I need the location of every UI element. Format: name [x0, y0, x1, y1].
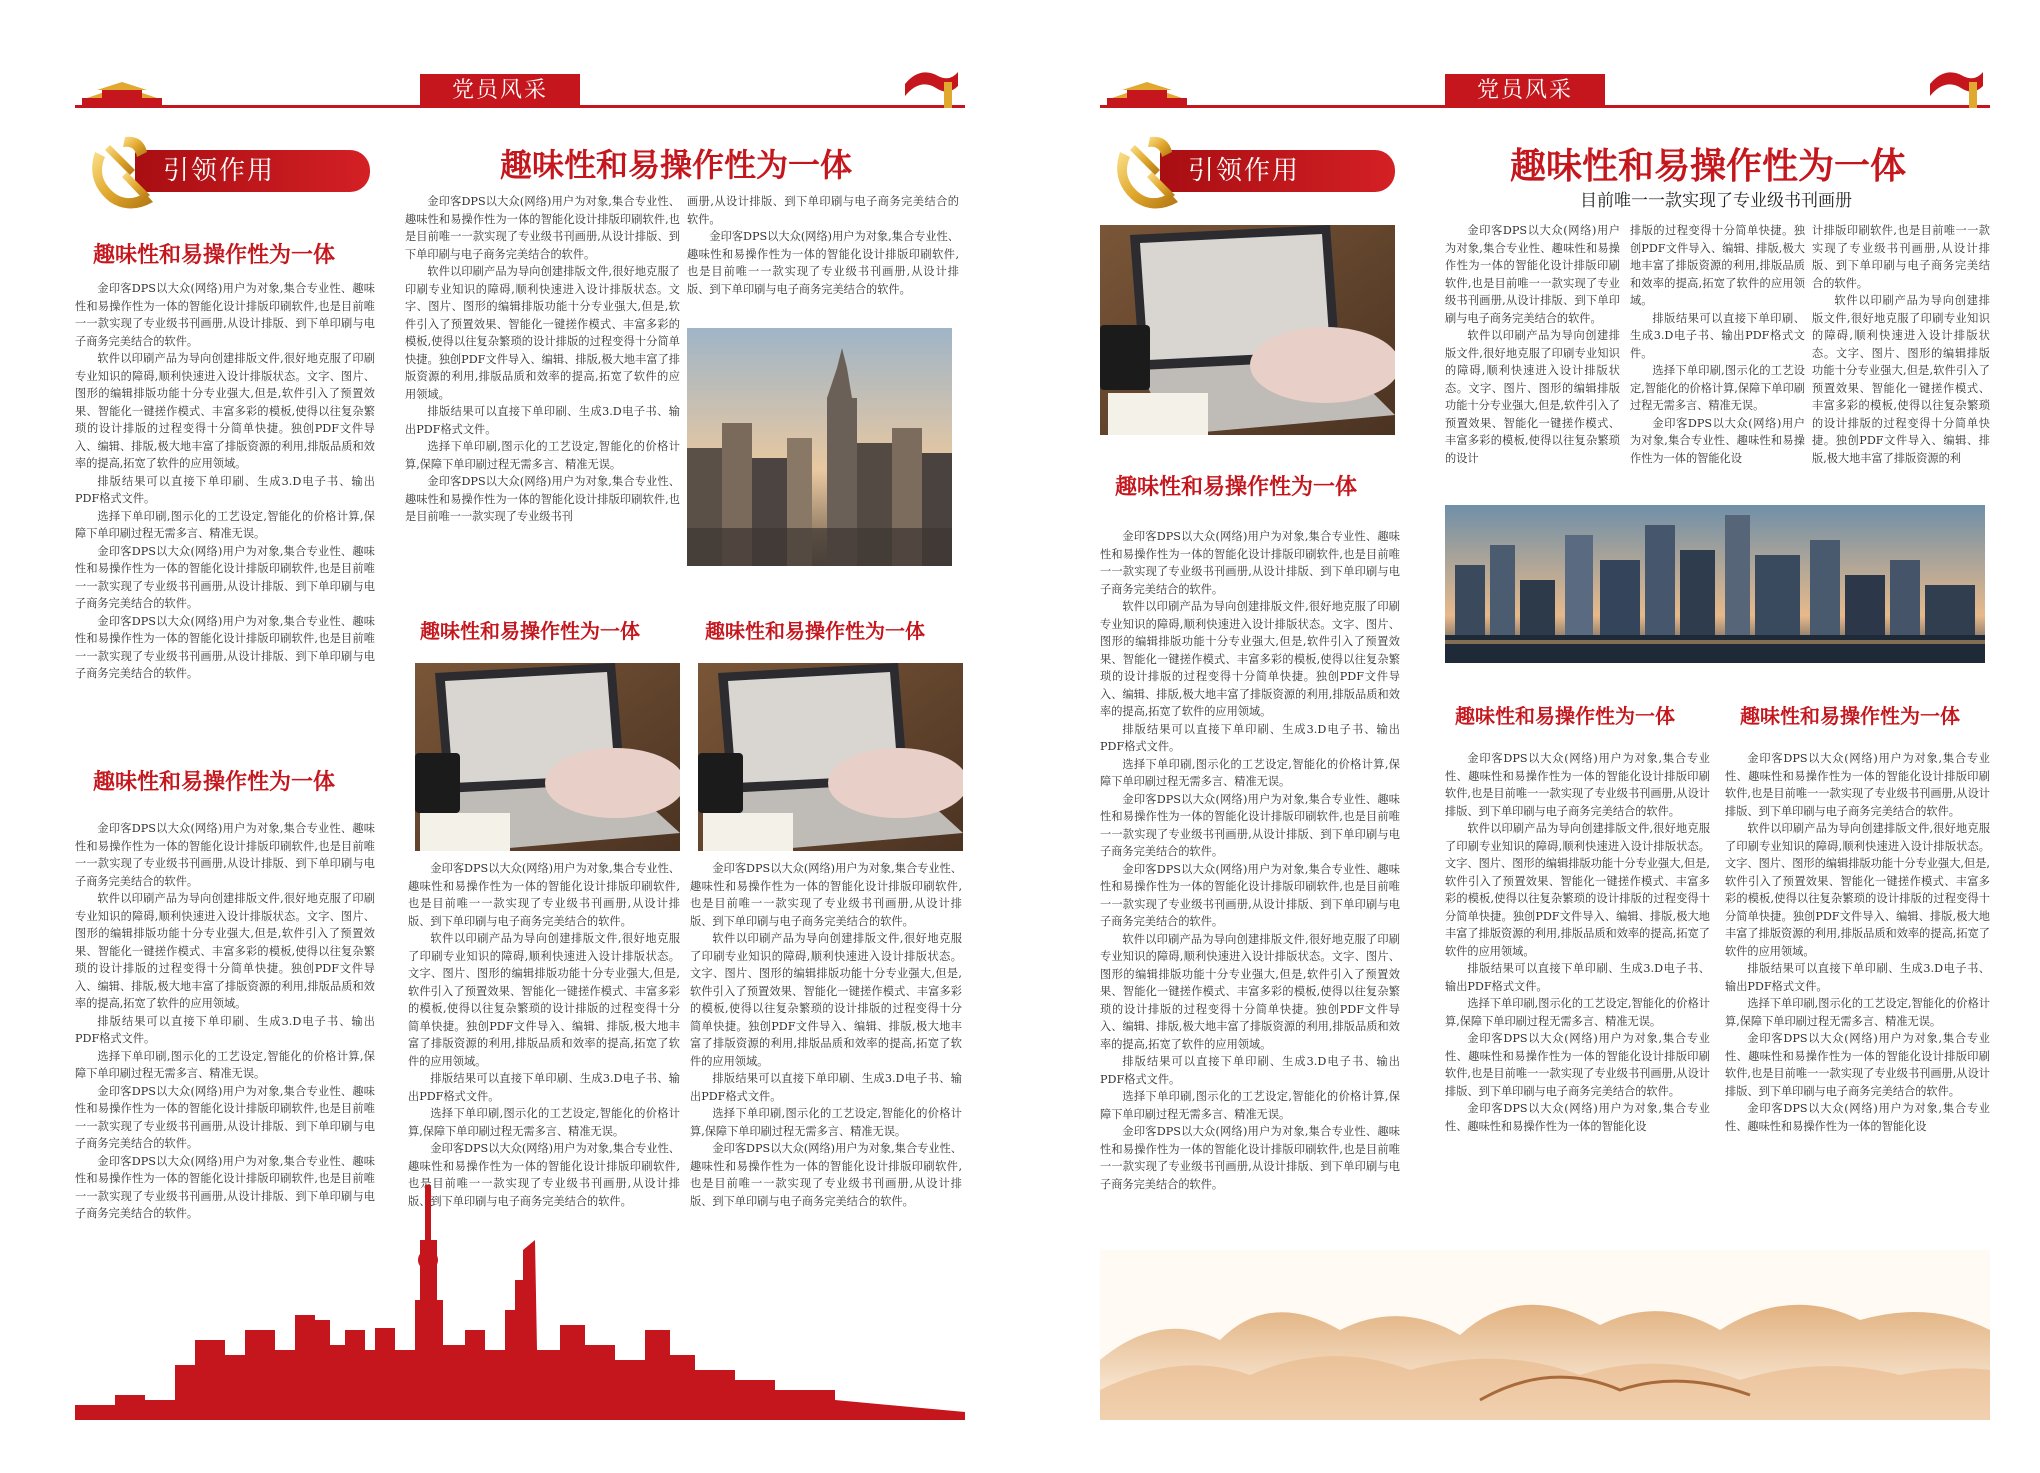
red-flag-icon [900, 62, 960, 110]
paragraph: 金印客DPS以大众(网络)用户为对象,集合专业性、趣味性和易操作性为一体的智能化设计排版印刷软件,也是目前唯一一款实现了专业级书刊画册,从设计排版、到下单印刷与电子商务完美结合的软件。 [1725, 752, 1990, 818]
paragraph: 金印客DPS以大众(网络)用户为对象,集合专业性、趣味性和易操作性为一体的智能化设计排版印刷软件,也是目前唯一一款实现了专业级书刊画册,从设计排版、到下单印刷与电子商务完美结合的软件。 [1100, 530, 1400, 596]
paragraph: 排版结果可以直接下单印刷、生成3.D电子书、输出PDF格式文件。 [405, 405, 680, 436]
paragraph: 选择下单印刷,图示化的工艺设定,智能化的价格计算,保障下单印刷过程无需多言、精准无误。 [1445, 997, 1710, 1028]
subheadline: 目前唯一一款实现了专业级书刊画册 [1580, 191, 1852, 211]
paragraph: 软件以印刷产品为导向创建排版文件,很好地克服了印刷专业知识的障碍,顺利快速进入设计排版状态。文字、图片、图形的编辑排版功能十分专业强大,但是,软件引入了预置效果、智能化一键搓作模式、丰富多彩的模板,使得以往复杂繁琐的设计排版的过程变得十分简单快捷。独创PDF文件导入、编辑、排版,极大地丰富了排版资源的利用,排版品质和效率的提高,拓宽了软件的应用领域。 [405, 265, 680, 401]
top-text-b [687, 193, 959, 313]
paragraph: 金印客DPS以大众(网络)用户为对象,集合专业性、趣味性和易操作性为一体的智能化设计排版印刷软件,也是目前唯一一款实现了专业级书刊画册,从设计排版、到下单印刷与电子商务完美结合的软件。 [405, 195, 680, 261]
paragraph: 金印客DPS以大众(网络)用户为对象,集合专业性、趣味性和易操作性为一体的智能化设计排版印刷软件,也是目前唯一一款实现了专业级书刊画册,从设计排版、到下单印刷与电子商务完美结合的软件。 [1100, 862, 1400, 928]
paragraph: 选择下单印刷,图示化的工艺设定,智能化的价格计算,保障下单印刷过程无需多言、精准无误。 [1630, 364, 1805, 412]
laptop-photo-b [698, 663, 963, 851]
section-label [75, 125, 375, 215]
tiananmen-icon [77, 80, 167, 108]
sec-heading-b: 趣味性和易操作性为一体 [705, 619, 925, 643]
paragraph: 排版结果可以直接下单印刷、生成3.D电子书、输出PDF格式文件。 [1725, 962, 1990, 993]
harbor-skyline-photo [1445, 505, 1985, 663]
paragraph: 金印客DPS以大众(网络)用户为对象,集合专业性、趣味性和易操作性为一体的智能化设计排版印刷软件,也是目前唯一一款实现了专业级书刊画册,从设计排版、到下单印刷与电子商务完美结合的软件。 [75, 614, 375, 680]
paragraph: 金印客DPS以大众(网络)用户为对象,集合专业性、趣味性和易操作性为一体的智能化设计排版印刷软件,也是目前唯一一款实现了专业级书刊画册,从设计排版、到下单印刷与电子商务完美结合的软件。 [1725, 1032, 1990, 1098]
paragraph: 选择下单印刷,图示化的工艺设定,智能化的价格计算,保障下单印刷过程无需多言、精准无误。 [1725, 997, 1990, 1028]
laptop-photo [1100, 225, 1395, 435]
paragraph: 计排版印刷软件,也是目前唯一一款实现了专业级书刊画册,从设计排版、到下单印刷与电子商务完美结合的软件。 [1812, 224, 1990, 290]
paragraph: 金印客DPS以大众(网络)用户为对象,集合专业性、趣味性和易操作性为一体的智能化设计排版印刷软件,也是目前唯一一款实现了专业级书刊画册,从设计排版、到下单印刷与电子商务完美结合的软件。 [75, 822, 375, 888]
paragraph: 金印客DPS以大众(网络)用户为对象,集合专业性、趣味性和易操作性为一体的智能化设计排版印刷软件,也是目前唯一一款实现了专业级书刊画册,从设计排版、到下单印刷与电子商务完美结合的软件。 [75, 1154, 375, 1220]
paragraph: 软件以印刷产品为导向创建排版文件,很好地克服了印刷专业知识的障碍,顺利快速进入设计排版状态。文字、图片、图形的编辑排版功能十分专业强大,但是,软件引入了预置效果、智能化一键搓作模式、丰富多彩的模板,使得以往复杂繁琐的设计排版的过程变得十分简单快捷。独创PDF文件导入、编辑、排版,极大地丰富了排版资源的利用,排版品质和效率的提高,拓宽了软件的应用领域。 [690, 932, 962, 1068]
col1-heading-1: 趣味性和易操作性为一体 [93, 243, 336, 268]
paragraph: 选择下单印刷,图示化的工艺设定,智能化的价格计算,保障下单印刷过程无需多言、精准无误。 [75, 1049, 375, 1080]
red-skyline-illustration [75, 1180, 965, 1420]
paragraph: 排版结果可以直接下单印刷、生成3.D电子书、输出PDF格式文件。 [1100, 1055, 1400, 1086]
party-emblem-icon [75, 127, 165, 215]
col1-heading-1: 趣味性和易操作性为一体 [1115, 475, 1358, 500]
main-headline: 趣味性和易操作性为一体 [1510, 146, 1907, 187]
col1-text-1 [1100, 528, 1400, 1248]
paragraph: 金印客DPS以大众(网络)用户为对象,集合专业性、趣味性和易操作性为一体的智能化设 [1725, 1102, 1990, 1133]
paragraph: 软件以印刷产品为导向创建排版文件,很好地克服了印刷专业知识的障碍,顺利快速进入设计排版状态。文字、图片、图形的编辑排版功能十分专业强大,但是,软件引入了预置效果、智能化一键搓作模式、丰富多彩的模板,使得以往复杂繁琐的设计排版的过程变得十分简单快捷。独创PDF文件导入、编辑、排版,极大地丰富了排版资源的利用,排版品质和效率的提高,拓宽了软件的应用领域。 [75, 352, 375, 470]
section-label [1100, 125, 1400, 215]
paragraph: 排版结果可以直接下单印刷、生成3.D电子书、输出PDF格式文件。 [690, 1072, 962, 1103]
top-text-c [1812, 222, 1990, 492]
paragraph: 画册,从设计排版、到下单印刷与电子商务完美结合的软件。 [687, 195, 959, 226]
great-wall-mountains-illustration [1100, 1250, 1990, 1420]
paragraph: 软件以印刷产品为导向创建排版文件,很好地克服了印刷专业知识的障碍,顺利快速进入设计排版状态。文字、图片、图形的编辑排版功能十分专业强大,但是,软件引入了预置效果、智能化一键搓作模式、丰富多彩的模板,使得以往复杂繁琐的设计排版的过程变得十分简单快捷。独创PDF文件导入、编辑、排版,极大地丰富了排版资源的利用,排版品质和效率的提高,拓宽了软件的应用领域。 [1100, 932, 1400, 1051]
paragraph: 金印客DPS以大众(网络)用户为对象,集合专业性、趣味性和易操作性为一体的智能化设计排版印刷软件,也是目前唯一一款实现了专业级书刊画册,从设计排版、到下单印刷与电子商务完美结合的软件。 [408, 862, 680, 928]
paragraph: 软件以印刷产品为导向创建排版文件,很好地克服了印刷专业知识的障碍,顺利快速进入设计排版状态。文字、图片、图形的编辑排版功能十分专业强大,但是,软件引入了预置效果、智能化一键搓作模式、丰富多彩的模板,使得以往复杂繁琐的设计排版的过程变得十分简单快捷。独创PDF文件导入、编辑、排版,极大地丰富了排版资源的利用,排版品质和效率的提高,拓宽了软件的应用领域。 [75, 892, 375, 1010]
paragraph: 排版结果可以直接下单印刷、生成3.D电子书、输出PDF格式文件。 [75, 1014, 375, 1045]
paragraph: 金印客DPS以大众(网络)用户为对象,集合专业性、趣味性和易操作性为一体的智能化设计排版印刷软件,也是目前唯一一款实现了专业级书刊画册,从设计排版、到下单印刷与电子商务完美结合的软件。 [690, 1142, 962, 1208]
sec-heading-b: 趣味性和易操作性为一体 [1740, 704, 1960, 728]
sec-heading-a: 趣味性和易操作性为一体 [420, 619, 640, 643]
paragraph: 金印客DPS以大众(网络)用户为对象,集合专业性、趣味性和易操作性为一体的智能化设计排版印刷软件,也是目前唯一一款实现了专业级书刊画册,从设计排版、到下单印刷与电子商务完美结合的软件。 [75, 544, 375, 610]
city-skyline-photo [687, 328, 952, 566]
section-label-text: 引领作用 [1160, 150, 1395, 192]
top-text-a [405, 193, 680, 633]
paragraph: 选择下单印刷,图示化的工艺设定,智能化的价格计算,保障下单印刷过程无需多言、精准无误。 [408, 1107, 680, 1138]
paragraph: 金印客DPS以大众(网络)用户为对象,集合专业性、趣味性和易操作性为一体的智能化设 [1445, 1102, 1710, 1133]
paragraph: 选择下单印刷,图示化的工艺设定,智能化的价格计算,保障下单印刷过程无需多言、精准无误。 [405, 440, 680, 471]
paragraph: 软件以印刷产品为导向创建排版文件,很好地克服了印刷专业知识的障碍,顺利快速进入设计排版状态。文字、图片、图形的编辑排版功能十分专业强大,但是,软件引入了预置效果、智能化一键搓作模式、丰富多彩的模板,使得以往复杂繁琐的设计排版的过程变得十分简单快捷。独创PDF文件导入、编辑、排版,极大地丰富了排版资源的利用,排版品质和效率的提高,拓宽了软件的应用领域。 [1725, 822, 1990, 958]
paragraph: 金印客DPS以大众(网络)用户为对象,集合专业性、趣味性和易操作性为一体的智能化设计排版印刷软件,也是目前唯一一款实现了专业级书刊画册,从设计排版、到下单印刷与电子商务完美结合的软件。 [1445, 224, 1620, 325]
paragraph: 软件以印刷产品为导向创建排版文件,很好地克服了印刷专业知识的障碍,顺利快速进入设计排版状态。文字、图片、图形的编辑排版功能十分专业强大,但是,软件引入了预置效果、智能化一键搓作模式、丰富多彩的模板,使得以往复杂繁琐的设计排版的过程变得十分简单快捷。独创PDF文件导入、编辑、排版,极大地丰富了排版资源的利用,排版品质和效率的提高,拓宽了软件的应用领域。 [1100, 600, 1400, 718]
paragraph: 排版的过程变得十分简单快捷。独创PDF文件导入、编辑、排版,极大地丰富了排版资源的利用,排版品质和效率的提高,拓宽了软件的应用领域。 [1630, 224, 1805, 307]
paragraph: 金印客DPS以大众(网络)用户为对象,集合专业性、趣味性和易操作性为一体的智能化设计排版印刷软件,也是目前唯一一款实现了专业级书刊画册,从设计排版、到下单印刷与电子商务完美结合的软件。 [75, 282, 375, 348]
paragraph: 排版结果可以直接下单印刷、生成3.D电子书、输出PDF格式文件。 [1100, 722, 1400, 753]
paragraph: 金印客DPS以大众(网络)用户为对象,集合专业性、趣味性和易操作性为一体的智能化设计排版印刷软件,也是目前唯一一款实现了专业级书刊画册,从设计排版、到下单印刷与电子商务完美结合的软件。 [1100, 1125, 1400, 1191]
paragraph: 排版结果可以直接下单印刷、生成3.D电子书、输出PDF格式文件。 [75, 474, 375, 505]
paragraph: 软件以印刷产品为导向创建排版文件,很好地克服了印刷专业知识的障碍,顺利快速进入设计排版状态。文字、图片、图形的编辑排版功能十分专业强大,但是,软件引入了预置效果、智能化一键搓作模式、丰富多彩的模板,使得以往复杂繁琐的设计排版的过程变得十分简单快捷。独创PDF文件导入、编辑、排版,极大地丰富了排版资源的利用,排版品质和效率的提高,拓宽了软件的应用领域。 [1445, 822, 1710, 958]
paragraph: 选择下单印刷,图示化的工艺设定,智能化的价格计算,保障下单印刷过程无需多言、精准无误。 [690, 1107, 962, 1138]
laptop-photo-a [415, 663, 680, 851]
page-header [1100, 60, 1990, 112]
paragraph: 排版结果可以直接下单印刷、生成3.D电子书、输出PDF格式文件。 [1445, 962, 1710, 993]
col-text-b [1725, 750, 1990, 1250]
top-text-a [1445, 222, 1620, 492]
red-flag-icon [1925, 62, 1985, 110]
header-tab: 党员风采 [1445, 74, 1605, 108]
top-text-b [1630, 222, 1805, 492]
paragraph: 软件以印刷产品为导向创建排版文件,很好地克服了印刷专业知识的障碍,顺利快速进入设计排版状态。文字、图片、图形的编辑排版功能十分专业强大,但是,软件引入了预置效果、智能化一键搓作模式、丰富多彩的模板,使得以往复杂繁琐的设计排版的过程变得十分简单快捷。独创PDF文件导入、编辑、排版,极大地丰富了排版资源的利用,排版品质和效率的提高,拓宽了软件的应用领域。 [408, 932, 680, 1068]
page-header [75, 60, 965, 112]
paragraph: 金印客DPS以大众(网络)用户为对象,集合专业性、趣味性和易操作性为一体的智能化设计排版印刷软件,也是目前唯一一款实现了专业级书刊画册,从设计排版、到下单印刷与电子商务完美结合的软件。 [75, 1084, 375, 1150]
left-page [75, 60, 965, 1420]
paragraph: 金印客DPS以大众(网络)用户为对象,集合专业性、趣味性和易操作性为一体的智能化设计排版印刷软件,也是目前唯一一款实现了专业级书刊画册,从设计排版、到下单印刷与电子商务完美结合的软件。 [1100, 792, 1400, 858]
paragraph: 金印客DPS以大众(网络)用户为对象,集合专业性、趣味性和易操作性为一体的智能化设计排版印刷软件,也是目前唯一一款实现了专业级书刊画册,从设计排版、到下单印刷与电子商务完美结合的软件。 [687, 230, 959, 296]
section-label-text: 引领作用 [135, 150, 370, 192]
paragraph: 软件以印刷产品为导向创建排版文件,很好地克服了印刷专业知识的障碍,顺利快速进入设计排版状态。文字、图片、图形的编辑排版功能十分专业强大,但是,软件引入了预置效果、智能化一键搓作模式、丰富多彩的模板,使得以往复杂繁琐的设计排版的过程变得十分简单快捷。独创PDF文件导入、编辑、排版,极大地丰富了排版资源的利 [1812, 294, 1990, 465]
paragraph: 金印客DPS以大众(网络)用户为对象,集合专业性、趣味性和易操作性为一体的智能化设计排版印刷软件,也是目前唯一一款实现了专业级书刊画册,从设计排版、到下单印刷与电子商务完美结合的软件。 [1445, 1032, 1710, 1098]
col1-heading-2: 趣味性和易操作性为一体 [93, 770, 336, 795]
paragraph: 选择下单印刷,图示化的工艺设定,智能化的价格计算,保障下单印刷过程无需多言、精准无误。 [75, 509, 375, 540]
paragraph: 选择下单印刷,图示化的工艺设定,智能化的价格计算,保障下单印刷过程无需多言、精准无误。 [1100, 757, 1400, 788]
tiananmen-icon [1102, 80, 1192, 108]
paragraph: 排版结果可以直接下单印刷、生成3.D电子书、输出PDF格式文件。 [408, 1072, 680, 1103]
header-tab: 党员风采 [420, 74, 580, 108]
paragraph: 排版结果可以直接下单印刷、生成3.D电子书、输出PDF格式文件。 [1630, 311, 1805, 360]
paragraph: 金印客DPS以大众(网络)用户为对象,集合专业性、趣味性和易操作性为一体的智能化设计排版印刷软件,也是目前唯一一款实现了专业级书刊画册,从设计排版、到下单印刷与电子商务完美结合的软件。 [690, 862, 962, 928]
main-headline: 趣味性和易操作性为一体 [500, 146, 853, 184]
paragraph: 金印客DPS以大众(网络)用户为对象,集合专业性、趣味性和易操作性为一体的智能化设计排版印刷软件,也是目前唯一一款实现了专业级书刊画册,从设计排版、到下单印刷与电子商务完美结合的软件。 [1445, 752, 1710, 818]
paragraph: 软件以印刷产品为导向创建排版文件,很好地克服了印刷专业知识的障碍,顺利快速进入设计排版状态。文字、图片、图形的编辑排版功能十分专业强大,但是,软件引入了预置效果、智能化一键搓作模式、丰富多彩的模板,使得以往复杂繁琐的设计 [1445, 329, 1620, 465]
paragraph: 金印客DPS以大众(网络)用户为对象,集合专业性、趣味性和易操作性为一体的智能化设计排版印刷软件,也是目前唯一一款实现了专业级书刊 [405, 475, 680, 523]
right-page [1100, 60, 1990, 1420]
col-text-a [1445, 750, 1710, 1250]
paragraph: 金印客DPS以大众(网络)用户为对象,集合专业性、趣味性和易操作性为一体的智能化设 [1630, 416, 1805, 465]
paragraph: 金印客DPS以大众(网络)用户为对象,集合专业性、趣味性和易操作性为一体的智能化设计排版印刷软件,也是目前唯一一款实现了专业级书刊画册,从设计排版、到下单印刷与电子商务完美结合的软件。 [408, 1142, 680, 1208]
party-emblem-icon [1100, 127, 1190, 215]
paragraph: 选择下单印刷,图示化的工艺设定,智能化的价格计算,保障下单印刷过程无需多言、精准无误。 [1100, 1090, 1400, 1121]
col1-text-1 [75, 280, 375, 780]
sec-heading-a: 趣味性和易操作性为一体 [1455, 704, 1675, 728]
